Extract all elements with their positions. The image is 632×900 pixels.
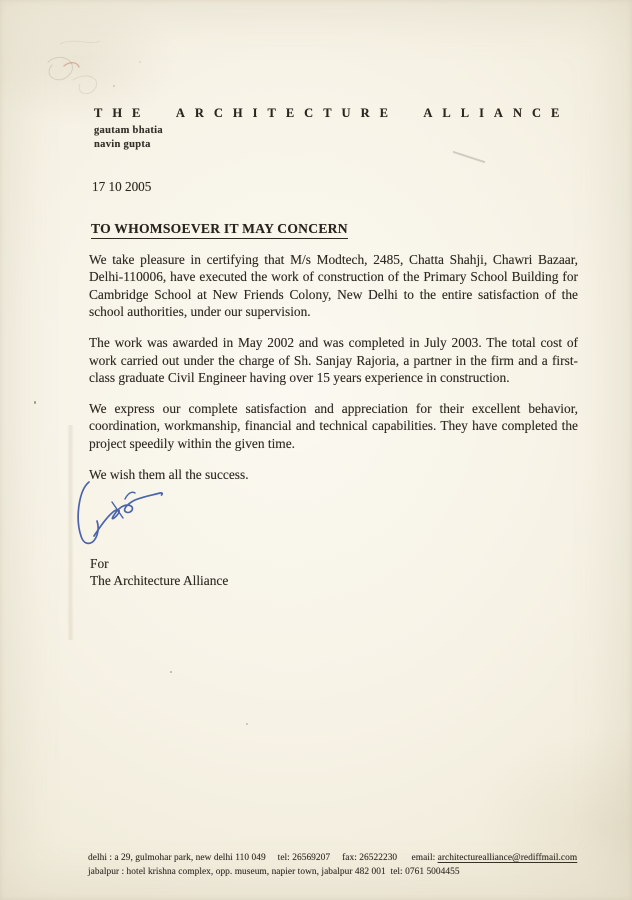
letterhead-org-name: THE ARCHITECTURE ALLIANCE xyxy=(94,106,570,120)
paper-speck xyxy=(170,671,172,673)
letterhead-partner-name: gautam bhatia xyxy=(94,125,163,136)
letterhead-partner-name: navin gupta xyxy=(94,138,151,150)
pencil-scribble-mark xyxy=(18,20,178,115)
paper-crease xyxy=(67,425,74,640)
closing-line: We wish them all the success. xyxy=(89,466,249,482)
scan-smudge xyxy=(453,151,486,163)
footer-contact-block xyxy=(88,851,577,879)
footer-address-delhi xyxy=(88,851,577,865)
footer-delhi-text: delhi : a 29, gulmohar park, new delhi 110 049 tel: 26569207 fax: 26522230 email: xyxy=(88,853,438,863)
letter-body xyxy=(89,251,578,496)
signoff-org-name: The Architecture Alliance xyxy=(90,572,229,588)
letterhead xyxy=(88,106,580,151)
paper-speck xyxy=(246,723,248,725)
subject-line: TO WHOMSOEVER IT MAY CONCERN xyxy=(91,221,348,239)
signature-ink xyxy=(76,480,188,554)
signoff-block xyxy=(90,556,228,589)
letterhead-partners xyxy=(94,124,580,151)
footer-email: architecturealliance@rediffmail.com xyxy=(437,853,578,863)
body-paragraph: We take pleasure in certifying that M/s Modtech, 2485, Chatta Shahji, Chawri Bazaar, Delhi-110006, have executed the work of construction of the Primary School Building for Cambridge School at New Friends Colony, New Delhi to the entire satisfaction of the school authorities, under our supervision. xyxy=(89,252,578,320)
footer-address-jabalpur: jabalpur : hotel krishna complex, opp. museum, napier town, jabalpur 482 001 tel: 0761 5004455 xyxy=(88,867,460,877)
paper-speck xyxy=(34,401,36,404)
letter-date: 17 10 2005 xyxy=(92,179,152,194)
signoff-for-label: For xyxy=(90,556,109,571)
body-paragraph: The work was awarded in May 2002 and was completed in July 2003. The total cost of work carried out under the charge of Sh. Sanjay Rajoria, a partner in the firm and a first-class graduate Civil Engineer having over 15 years experience in construction. xyxy=(89,335,578,385)
body-paragraph: We express our complete satisfaction and appreciation for their excellent behavior, coordination, workmanship, financial and technical capabilities. They have completed the project speedily within the given time. xyxy=(89,400,578,451)
